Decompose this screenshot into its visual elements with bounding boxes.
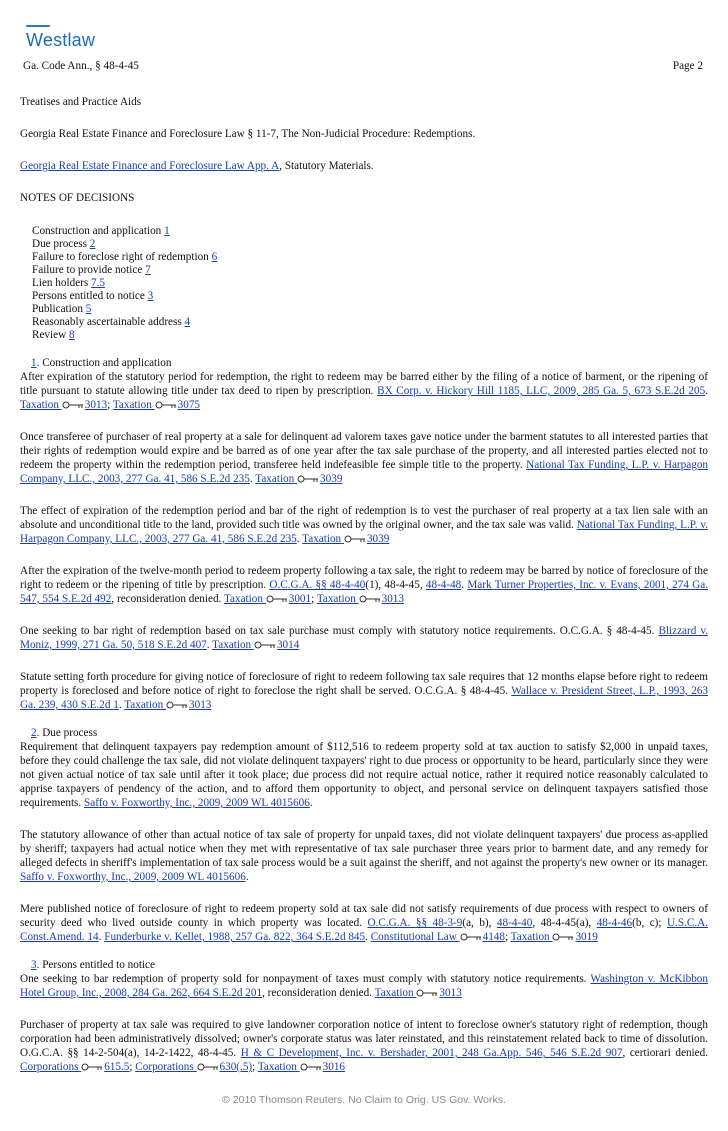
notes-heading: NOTES OF DECISIONS — [20, 192, 135, 204]
document-body — [20, 95, 708, 1074]
index-link[interactable]: 5 — [85, 303, 92, 315]
index-link[interactable]: 3 — [147, 290, 154, 302]
note-paragraph: One seeking to bar redemption of property sold for nonpayment of taxes must comply with statutory notice requirements. Washington v. McKibbon Hotel Group, Inc., 2008, 284 Ga. 262, 664 S.E.2d 201, reconsideration denied. Taxation 3013 — [20, 973, 708, 999]
key-icon — [254, 641, 276, 649]
keynumber-link[interactable]: Constitutional Law 4148 — [370, 931, 505, 943]
key-icon — [81, 1063, 103, 1071]
section-heading-2: 2. Due process — [31, 727, 98, 739]
index-item: Persons entitled to notice 3 — [32, 290, 154, 302]
index-link[interactable]: 4 — [184, 316, 191, 328]
section-heading-3: 3. Persons entitled to notice — [31, 959, 155, 971]
index-item: Due process 2 — [32, 238, 96, 250]
key-icon — [300, 1063, 322, 1071]
index-item: Failure to foreclose right of redemption 6 — [32, 251, 218, 263]
index-link[interactable]: 1 — [164, 225, 170, 237]
treatise-2: Georgia Real Estate Finance and Foreclosure Law App. A, Statutory Materials. — [20, 160, 374, 172]
index-link[interactable]: 8 — [68, 329, 75, 341]
keynumber-link[interactable]: Taxation 3013 — [374, 987, 462, 999]
index-link[interactable]: 6 — [211, 251, 218, 263]
keynumber-link[interactable]: Taxation 3039 — [302, 533, 390, 545]
index-item: Publication 5 — [32, 303, 92, 315]
section-heading-1: 1. Construction and application — [31, 357, 172, 369]
note-paragraph: Requirement that delinquent taxpayers pay redemption amount of $112,516 to redeem property sold at tax auction to satisfy $2,000 in unpaid taxes, before they could challenge the tax sale, did not violate delinquent taxpayers' right to due process or opportunity to be heard, particularly since they were not given actual notice of tax sale until after it took place; due process did not require actual notice, rather it required notice reasonably calculated to apprise taxpayers of pendency of the action, and to afford them opportunity to object, and personal service on delinquent taxpayers satisfied those requirements. Saffo v. Foxworthy, Inc., 2009, 2009 WL 4015606. — [20, 741, 708, 809]
key-icon — [197, 1063, 219, 1071]
keynumber-link[interactable]: Corporations 615.5 — [20, 1061, 130, 1073]
key-icon — [155, 401, 177, 409]
case-link[interactable]: Saffo v. Foxworthy, Inc., 2009, 2009 WL 4015606 — [84, 797, 310, 809]
case-link[interactable]: Blizzard v. Moniz, 1999, 271 Ga. 50, 518 S.E.2d 407 — [20, 625, 709, 651]
notes-index — [20, 225, 708, 342]
key-icon — [359, 595, 381, 603]
page-header — [23, 60, 703, 74]
index-link[interactable]: 7 — [145, 264, 151, 276]
key-icon — [62, 401, 84, 409]
key-icon — [166, 701, 188, 709]
note-paragraph: Purchaser of property at tax sale was required to give landowner corporation notice of intent to foreclose owner's statutory right of redemption, though corporation had been administratively dissolved; owner's corporate status was later reinstated, and this reinstatement related back to time of dissolution. O.G.C.A. §§ 14-2-504(a), 14-2-1422, 48-4-45. H & C Development, Inc. v. Bershader, 2001, 248 Ga.App. 546, 546 S.E.2d 907, certiorari denied. Corporations 615.5; Corporations 630(.5); Taxation 3016 — [20, 1019, 708, 1073]
case-link[interactable]: Saffo v. Foxworthy, Inc., 2009, 2009 WL 4015606 — [20, 871, 246, 883]
treatise-1: Georgia Real Estate Finance and Foreclosure Law § 11-7, The Non-Judicial Procedure: Redemptions. — [20, 128, 476, 140]
case-link[interactable]: Funderburke v. Kellet, 1988, 257 Ga. 822, 364 S.E.2d 845 — [104, 931, 366, 943]
index-item: Lien holders 7.5 — [32, 277, 106, 289]
keynumber-link[interactable]: Taxation 3075 — [112, 399, 201, 411]
keynumber-link[interactable]: Corporations 630(.5) — [135, 1061, 253, 1073]
note-paragraph: After the expiration of the twelve-month period to redeem property following a tax sale, the right to redeem may be barred by notice of foreclosure of the right to redeem or the ripening of title by prescription. O.C.G.A. §§ 48-4-40(1), 48-4-45, 48-4-48. Mark Turner Properties, Inc. v. Evans, 2001, 274 Ga. 547, 554 S.E.2d 492, reconsideration denied. Taxation 3001; Taxation 3013 — [20, 565, 709, 605]
index-link[interactable]: 2 — [89, 238, 96, 250]
treatise-2-link[interactable]: Georgia Real Estate Finance and Foreclosure Law App. A — [20, 160, 280, 172]
index-item: Construction and application 1 — [32, 225, 170, 237]
key-icon — [266, 595, 288, 603]
note-paragraph: After expiration of the statutory period for redemption, the right to redeem may be barred either by the filing of a notice of barment, or the ripening of title pursuant to statute allowing title under tax deed to ripen by prescription. BX Corp. v. Hickory Hill 1185, LLC, 2009, 285 Ga. 5, 673 S.E.2d 205. Taxation 3013; Taxation 3075 — [20, 371, 708, 411]
key-icon — [460, 933, 482, 941]
key-icon — [552, 933, 574, 941]
note-paragraph: Once transferee of purchaser of real property at a sale for delinquent ad valorem taxes gave notice under the barment statutes to all interested parties that their rights of redemption would expire and be barred as of one year after the tax sale purchase of the property, and all interested parties elected not to redeem the property within the redemption period, transferee held indefeasible fee simple title to the property. National Tax Funding, L.P. v. Harpagon Company, LLC., 2003, 277 Ga. 41, 586 S.E.2d 235. Taxation 3039 — [20, 431, 709, 485]
index-item: Failure to provide notice 7 — [32, 264, 151, 276]
keynumber-link[interactable]: Taxation 3039 — [255, 473, 343, 485]
key-icon — [344, 535, 366, 543]
note-paragraph: One seeking to bar right of redemption based on tax sale purchase must comply with statutory notice requirements. O.C.G.A. § 48-4-45. Blizzard v. Moniz, 1999, 271 Ga. 50, 518 S.E.2d 407. Taxation 3014 — [20, 625, 709, 651]
keynumber-link[interactable]: Taxation 3013 — [124, 699, 212, 711]
index-item: Review 8 — [32, 329, 75, 341]
case-link[interactable]: National Tax Funding, L.P. v. Harpagon Company, LLC., 2003, 277 Ga. 41, 586 S.E.2d 235 — [20, 519, 708, 545]
note-paragraph: The effect of expiration of the redemption period and bar of the right of redemption is to vest the purchaser of real property at a tax lien sale with an absolute and unconditional title to the land, provided such title was owned by the original owner, and the tax sale was valid. National Tax Funding, L.P. v. Harpagon Company, LLC., 2003, 277 Ga. 41, 586 S.E.2d 235. Taxation 3039 — [20, 505, 708, 545]
section-anchor[interactable]: 2 — [31, 727, 37, 739]
keynumber-link[interactable]: Taxation 3001 — [223, 593, 312, 605]
keynumber-link[interactable]: Taxation 3014 — [212, 639, 300, 651]
copyright-footer: © 2010 Thomson Reuters. No Claim to Orig. US Gov. Works. — [222, 1094, 506, 1106]
note-paragraph: Statute setting forth procedure for giving notice of foreclosure of right to redeem following tax sale requires that 12 months elapse before right to redeem property is foreclosed and before notice of right to foreclose the right shall be served. O.C.G.A. § 48-4-45. Wallace v. President Street, L.P., 1993, 263 Ga. 239, 430 S.E.2d 1. Taxation 3013 — [20, 671, 709, 711]
statute-link[interactable]: 48-4-46 — [596, 917, 633, 929]
page-number: Page 2 — [672, 60, 703, 72]
index-item: Reasonably ascertainable address 4 — [32, 316, 191, 328]
statute-link[interactable]: U.S.C.A. Const.Amend. 14 — [20, 917, 709, 943]
section-anchor[interactable]: 1 — [31, 357, 37, 369]
note-paragraph: Mere published notice of foreclosure of right to redeem property sold at tax sale did not satisfy requirements of due process with respect to owners of security deed who lived outside county in which property was located. O.C.G.A. §§ 48-3-9(a, b), 48-4-40, 48-4-45(a), 48-4-46(b, c); U.S.C.A. Const.Amend. 14. Funderburke v. Kellet, 1988, 257 Ga. 822, 364 S.E.2d 845. Constitutional Law 4148; Taxation 3019 — [20, 903, 709, 943]
case-link[interactable]: BX Corp. v. Hickory Hill 1185, LLC, 2009, 285 Ga. 5, 673 S.E.2d 205 — [377, 385, 706, 397]
index-link[interactable]: 7.5 — [91, 277, 106, 289]
section-anchor[interactable]: 3 — [31, 959, 37, 971]
case-link[interactable]: H & C Development, Inc. v. Bershader, 2001, 248 Ga.App. 546, 546 S.E.2d 907 — [240, 1047, 623, 1059]
case-link[interactable]: Washington v. McKibbon Hotel Group, Inc., 2008, 284 Ga. 262, 664 S.E.2d 201 — [20, 973, 708, 999]
keynumber-link[interactable]: Taxation 3019 — [510, 931, 598, 943]
case-link[interactable]: Wallace v. President Street, L.P., 1993, 263 Ga. 239, 430 S.E.2d 1 — [20, 685, 709, 711]
case-link[interactable]: National Tax Funding, L.P. v. Harpagon Company, LLC., 2003, 277 Ga. 41, 586 S.E.2d 235 — [20, 459, 709, 485]
key-icon — [297, 475, 319, 483]
case-link[interactable]: Mark Turner Properties, Inc. v. Evans, 2001, 274 Ga. 547, 554 S.E.2d 492 — [20, 579, 709, 605]
statute-link[interactable]: O.C.G.A. §§ 48-4-40 — [269, 579, 366, 591]
westlaw-logo: Westlaw — [26, 30, 96, 50]
key-icon — [416, 989, 438, 997]
keynumber-link[interactable]: Taxation 3013 — [316, 593, 404, 605]
keynumber-link[interactable]: Taxation 3016 — [257, 1061, 345, 1073]
treatises-heading: Treatises and Practice Aids — [20, 96, 142, 108]
keynumber-link[interactable]: Taxation 3013 — [20, 399, 108, 411]
note-paragraph: The statutory allowance of other than actual notice of tax sale of property for unpaid taxes, did not violate delinquent taxpayers' due process as-applied by sheriff; taxpayers had actual notice when they met with representative of tax sale purchaser three years prior to barment date, and any remedy for alleged defects in sheriff's implementation of tax sale process would be a suit against the sheriff, and not against the property's new owner or its manager. Saffo v. Foxworthy, Inc., 2009, 2009 WL 4015606. — [20, 829, 708, 883]
citation: Ga. Code Ann., § 48-4-45 — [23, 60, 139, 72]
statute-link[interactable]: 48-4-48 — [425, 579, 462, 591]
statute-link[interactable]: 48-4-40 — [496, 917, 533, 929]
statute-link[interactable]: O.C.G.A. §§ 48-3-9 — [367, 917, 463, 929]
